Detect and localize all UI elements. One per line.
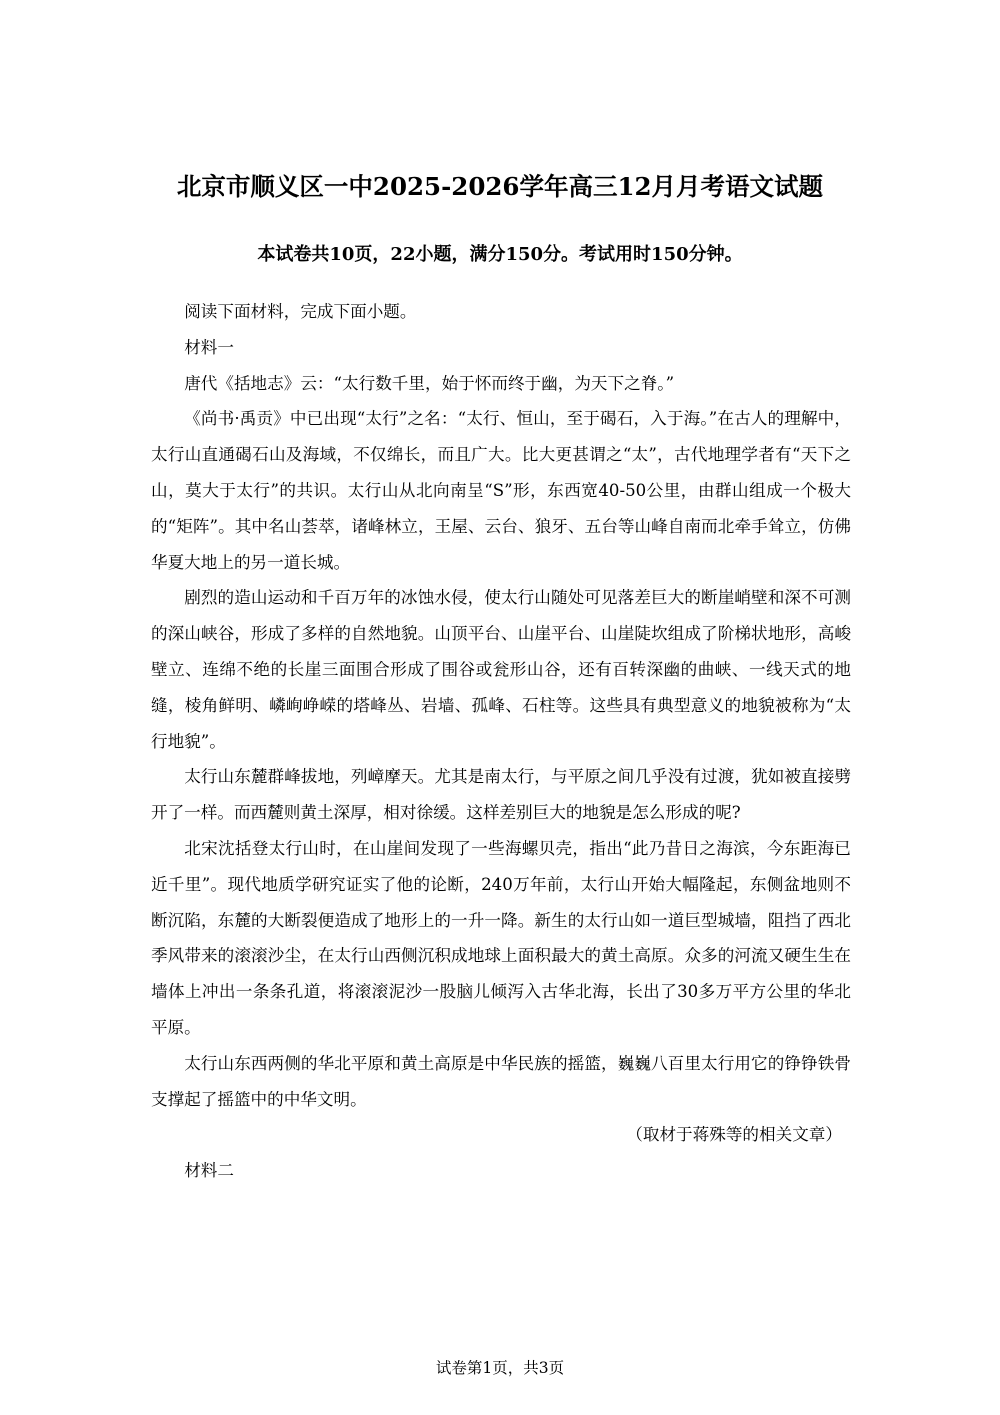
source-citation: （取材于蒋殊等的相关文章） [626, 1125, 842, 1145]
body-paragraph: 太行山东西两侧的华北平原和黄土高原是中华民族的摇篮，巍巍八百里太行用它的铮铮铁骨支撑起了摇篮中的中华文明。 [151, 1053, 851, 1109]
page-footer: 试卷第1页，共3页 [435, 1359, 565, 1377]
material-two-heading: 材料二 [184, 1161, 234, 1181]
body-paragraph: 《尚书·禹贡》中已出现“太行”之名：“太行、恒山，至于碣石，入于海。”在古人的理解中，太行山直通碣石山及海域，不仅绵长，而且广大。比大更甚谓之“太”，古代地理学者有“天下之山，莫大于太行”的共识。太行山从北向南呈“S”形，东西宽40-50公里，由群山组成一个极大的“矩阵”。其中名山荟萃，诸峰林立，王屋、云台、狼牙、五台等山峰自南而北牵手耸立，仿佛华夏大地上的另一道长城。 [151, 409, 851, 572]
body-paragraph: 北宋沈括登太行山时，在山崖间发现了一些海螺贝壳，指出“此乃昔日之海滨，今东距海已近千里”。现代地质学研究证实了他的论断，240万年前，太行山开始大幅隆起，东侧盆地则不断沉陷，东麓的大断裂便造成了地形上的一升一降。新生的太行山如一道巨型城墙，阻挡了西北季风带来的滚滚沙尘，在太行山西侧沉积成地球上面积最大的黄土高原。众多的河流又硬生生在墙体上冲出一条条孔道，将滚滚泥沙一股脑儿倾泻入古华北海，长出了30多万平方公里的华北平原。 [151, 838, 851, 1037]
body-paragraph: 剧烈的造山运动和千百万年的冰蚀水侵，使太行山随处可见落差巨大的断崖峭壁和深不可测的深山峡谷，形成了多样的自然地貌。山顶平台、山崖平台、山崖陡坎组成了阶梯状地形，高峻壁立、连绵不绝的长崖三面围合形成了围谷或瓮形山谷，还有百转深幽的曲峡、一线天式的地缝，棱角鲜明、嶙峋峥嵘的塔峰丛、岩墙、孤峰、石柱等。这些具有典型意义的地貌被称为“太行地貌”。 [151, 588, 851, 751]
quote-paragraph: 唐代《括地志》云：“太行数千里，始于怀而终于幽，为天下之脊。” [184, 373, 675, 393]
exam-title: 北京市顺义区一中2025-2026学年高三12月月考语文试题 [176, 172, 824, 201]
reading-prompt: 阅读下面材料，完成下面小题。 [184, 302, 417, 321]
body-paragraph: 太行山东麓群峰拔地，列嶂摩天。尤其是南太行，与平原之间几乎没有过渡，犹如被直接劈开了一样。而西麓则黄土深厚，相对徐缓。这样差别巨大的地貌是怎么形成的呢? [151, 767, 851, 823]
reading-material [151, 294, 851, 1189]
material-one-heading: 材料一 [184, 337, 234, 357]
exam-instructions: 本试卷共10页，22小题，满分150分。考试用时150分钟。 [257, 244, 743, 265]
